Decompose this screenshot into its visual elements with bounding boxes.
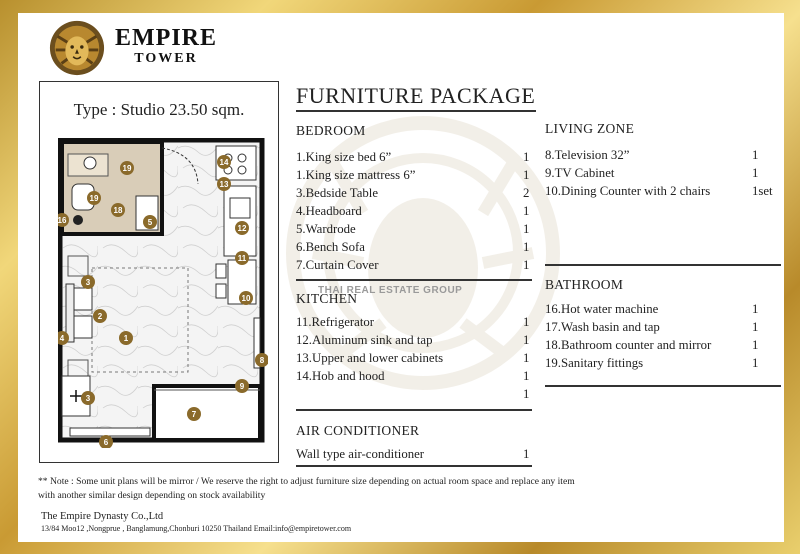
marker-14: 14: [219, 158, 229, 167]
marker-2: 2: [97, 312, 103, 321]
kitchen-divider: [296, 409, 532, 411]
bedroom-item: 1.King size mattress 6”: [296, 168, 416, 182]
air-title: AIR CONDITIONER: [296, 423, 420, 438]
company-name: The Empire Dynasty Co.,Ltd: [41, 511, 164, 522]
marker-12: 12: [237, 224, 247, 233]
bedroom-item: 4.Headboard: [296, 204, 362, 218]
bathroom-item: 16.Hot water machine: [545, 302, 659, 316]
air-item: Wall type air-conditioner: [296, 447, 425, 461]
bedroom-qty: 1: [523, 150, 530, 164]
bathroom-qty: 1: [752, 356, 759, 370]
bathroom-qty: 1: [752, 320, 759, 334]
air-divider: [296, 465, 532, 467]
disclaimer-note: [38, 475, 678, 503]
marker-3-bottom: 3: [85, 394, 91, 403]
marker-1: 1: [123, 334, 129, 343]
bathroom-item: 18.Bathroom counter and mirror: [545, 338, 712, 352]
marker-16: 16: [58, 216, 67, 225]
package-title: FURNITURE PACKAGE: [296, 83, 536, 108]
marker-6: 6: [103, 438, 109, 447]
unit-type-label: Type : Studio 23.50 sqm.: [73, 100, 245, 119]
floor-plan-panel: [39, 81, 279, 463]
kitchen-qty: 1: [523, 351, 530, 365]
living-title: LIVING ZONE: [545, 121, 635, 136]
floor-plan-drawing: [58, 138, 268, 448]
bedroom-qty: 1: [523, 258, 530, 272]
kitchen-item: 14.Hob and hood: [296, 369, 385, 383]
kitchen-item: 13.Upper and lower cabinets: [296, 351, 444, 365]
kitchen-title: KITCHEN: [296, 291, 358, 306]
bedroom-qty: 2: [523, 186, 530, 200]
bathroom-item: 17.Wash basin and tap: [545, 320, 660, 334]
kitchen-qty: 1: [523, 315, 530, 329]
brochure-page: [18, 13, 784, 542]
bedroom-item: 1.King size bed 6”: [296, 150, 392, 164]
living-qty: 1: [752, 166, 759, 180]
bedroom-qty: 1: [523, 168, 530, 182]
brand-name: [110, 25, 222, 67]
kitchen-extra-qty: 1: [523, 387, 530, 401]
bathroom-divider: [545, 385, 781, 387]
marker-3-top: 3: [85, 278, 91, 287]
marker-7-right: 7: [191, 410, 197, 419]
bedroom-qty: 1: [523, 204, 530, 218]
kitchen-qty: 1: [523, 369, 530, 383]
living-item: 8.Television 32”: [545, 148, 630, 162]
kitchen-qty: 1: [523, 333, 530, 347]
bedroom-item: 3.Bedside Table: [296, 186, 379, 200]
bathroom-qty: 1: [752, 302, 759, 316]
bedroom-qty: 1: [523, 240, 530, 254]
kitchen-item: 12.Aluminum sink and tap: [296, 333, 433, 347]
bedroom-title: BEDROOM: [296, 123, 366, 138]
brand-line2: TOWER: [134, 51, 198, 66]
marker-13: 13: [219, 180, 229, 189]
company-address: 13/84 Moo12 ,Nongprue , Banglamung,Chonburi 10250 Thailand Email:info@empiretower.com: [41, 524, 352, 533]
bedroom-qty: 1: [523, 222, 530, 236]
bedroom-divider: [296, 279, 532, 281]
marker-4: 4: [59, 334, 65, 343]
kitchen-item: 11.Refrigerator: [296, 315, 375, 329]
marker-5: 5: [147, 218, 153, 227]
marker-19: 19: [89, 194, 99, 203]
note-line2: with another similar design depending on stock availability: [38, 490, 266, 501]
bathroom-item: 19.Sanitary fittings: [545, 356, 644, 370]
title-underline: [296, 110, 536, 112]
marker-9: 9: [239, 382, 245, 391]
bedroom-item: 5.Wardrode: [296, 222, 356, 236]
marker-8: 8: [259, 356, 265, 365]
bathroom-qty: 1: [752, 338, 759, 352]
marker-11: 11: [237, 254, 247, 263]
marker-10: 10: [241, 294, 251, 303]
living-qty: 1: [752, 148, 759, 162]
living-item: 10.Dining Counter with 2 chairs: [545, 184, 711, 198]
note-line1: ** Note : Some unit plans will be mirror / We reserve the right to adjust furniture size depending on actual room space and replace any item: [38, 476, 575, 487]
bedroom-item: 7.Curtain Cover: [296, 258, 379, 272]
living-divider: [545, 264, 781, 266]
marker-18: 18: [113, 206, 123, 215]
marker-17: 19: [122, 164, 132, 173]
bedroom-item: 6.Bench Sofa: [296, 240, 365, 254]
brand-line1: EMPIRE: [115, 25, 217, 51]
lion-logo-icon: [48, 19, 106, 77]
agency-watermark-text: THAI REAL ESTATE GROUP: [318, 285, 463, 296]
air-qty: 1: [523, 447, 530, 461]
bathroom-title: BATHROOM: [545, 277, 624, 292]
living-qty: 1set: [752, 184, 773, 198]
living-item: 9.TV Cabinet: [545, 166, 615, 180]
